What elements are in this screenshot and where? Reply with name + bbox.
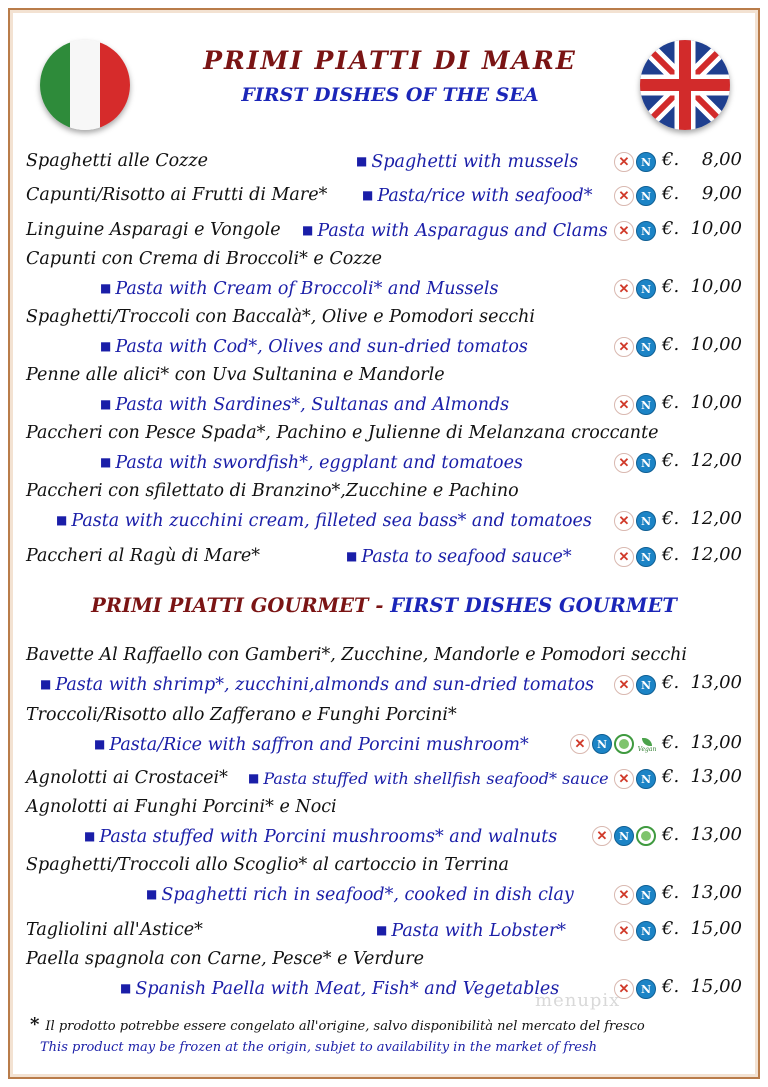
page-title: PRIMI PIATTI DI MARE bbox=[203, 46, 577, 75]
item-price: €. 13,00 bbox=[662, 672, 742, 693]
no-lactose-icon: ✕ bbox=[614, 885, 634, 905]
item-name-en: ■ Pasta with Sardines*, Sultanas and Almonds bbox=[100, 395, 510, 415]
page-subtitle: FIRST DISHES OF THE SEA bbox=[241, 84, 539, 106]
no-lactose-icon: ✕ bbox=[614, 221, 634, 241]
nickel-icon: N bbox=[636, 921, 656, 941]
uk-flag-icon[interactable] bbox=[640, 40, 730, 130]
item-name-it: Paccheri con Pesce Spada*, Pachino e Julienne di Melanzana croccante bbox=[26, 423, 659, 443]
nickel-icon: N bbox=[636, 547, 656, 567]
nickel-icon: N bbox=[636, 337, 656, 357]
item-name-en: ■ Pasta with swordfish*, eggplant and tomatoes bbox=[100, 453, 523, 473]
no-lactose-icon: ✕ bbox=[614, 547, 634, 567]
item-name-it: Penne alle alici* con Uva Sultanina e Mandorle bbox=[26, 365, 445, 385]
item-price: €. 10,00 bbox=[662, 218, 742, 239]
item-name-it: Capunti con Crema di Broccoli* e Cozze bbox=[26, 249, 383, 269]
nickel-icon: N bbox=[614, 826, 634, 846]
item-name-it: Paella spagnola con Carne, Pesce* e Verdure bbox=[26, 949, 424, 969]
nickel-icon: N bbox=[636, 152, 656, 172]
item-name-en: ■ Pasta with Cod*, Olives and sun-dried tomatos bbox=[100, 337, 528, 357]
vegan-icon: Vegan bbox=[636, 734, 658, 754]
allergen-icons bbox=[614, 884, 656, 906]
item-price: €. 13,00 bbox=[662, 824, 742, 845]
allergen-icons bbox=[614, 336, 656, 358]
gluten-free-icon bbox=[636, 826, 656, 846]
item-name-it: Capunti/Risotto ai Frutti di Mare* bbox=[26, 185, 328, 205]
allergen-icons bbox=[592, 825, 656, 847]
section-title: PRIMI PIATTI GOURMET - FIRST DISHES GOURMET bbox=[91, 594, 677, 617]
item-name-it: Tagliolini all'Astice* bbox=[26, 920, 203, 940]
allergen-icons bbox=[614, 220, 656, 242]
item-price: €. 13,00 bbox=[662, 732, 742, 753]
nickel-icon: N bbox=[636, 979, 656, 999]
no-lactose-icon: ✕ bbox=[614, 675, 634, 695]
item-price: €. 10,00 bbox=[662, 276, 742, 297]
item-name-en: ■ Pasta/Rice with saffron and Porcini mushroom* bbox=[94, 735, 529, 755]
item-name-it: Spaghetti/Troccoli con Baccalà*, Olive e Pomodori secchi bbox=[26, 307, 535, 327]
nickel-icon: N bbox=[636, 769, 656, 789]
no-lactose-icon: ✕ bbox=[570, 734, 590, 754]
allergen-icons bbox=[614, 920, 656, 942]
item-name-it: Linguine Asparagi e Vongole bbox=[26, 220, 281, 240]
item-name-it: Agnolotti ai Crostacei* bbox=[26, 768, 228, 788]
no-lactose-icon: ✕ bbox=[614, 921, 634, 941]
nickel-icon: N bbox=[636, 885, 656, 905]
item-price: €. 10,00 bbox=[662, 334, 742, 355]
gluten-free-icon bbox=[614, 734, 634, 754]
item-price: €. 12,00 bbox=[662, 450, 742, 471]
item-price: €. 9,00 bbox=[662, 183, 742, 204]
nickel-icon: N bbox=[636, 395, 656, 415]
allergen-icons bbox=[614, 674, 656, 696]
item-name-en: ■ Pasta with Cream of Broccoli* and Mussels bbox=[100, 279, 499, 299]
item-price: €. 12,00 bbox=[662, 508, 742, 529]
nickel-icon: N bbox=[636, 511, 656, 531]
item-price: €. 15,00 bbox=[662, 976, 742, 997]
no-lactose-icon: ✕ bbox=[614, 453, 634, 473]
item-name-en: ■ Pasta with Lobster* bbox=[376, 921, 567, 941]
allergen-icons bbox=[614, 452, 656, 474]
item-name-en: ■ Spaghetti with mussels bbox=[356, 152, 579, 172]
nickel-icon: N bbox=[636, 675, 656, 695]
item-name-en: ■ Pasta with zucchini cream, filleted sea bass* and tomatoes bbox=[56, 511, 592, 531]
no-lactose-icon: ✕ bbox=[614, 395, 634, 415]
item-name-it: Troccoli/Risotto allo Zafferano e Funghi Porcini* bbox=[26, 705, 457, 725]
no-lactose-icon: ✕ bbox=[614, 186, 634, 206]
allergen-icons bbox=[570, 733, 658, 755]
allergen-icons bbox=[614, 151, 656, 173]
item-name-it: Paccheri con sfilettato di Branzino*,Zucchine e Pachino bbox=[26, 481, 519, 501]
allergen-icons bbox=[614, 278, 656, 300]
footnote-en: This product may be frozen at the origin, subjet to availability in the market of fresh bbox=[40, 1040, 598, 1055]
item-price: €. 13,00 bbox=[662, 766, 742, 787]
allergen-icons bbox=[614, 546, 656, 568]
no-lactose-icon: ✕ bbox=[592, 826, 612, 846]
no-lactose-icon: ✕ bbox=[614, 511, 634, 531]
item-name-it: Spaghetti alle Cozze bbox=[26, 151, 208, 171]
item-name-it: Agnolotti ai Funghi Porcini* e Noci bbox=[26, 797, 337, 817]
item-price: €. 13,00 bbox=[662, 882, 742, 903]
item-price: €. 12,00 bbox=[662, 544, 742, 565]
nickel-icon: N bbox=[636, 453, 656, 473]
footnote-it: * Il prodotto potrebbe essere congelato all'origine, salvo disponibilità nel mercato del fresco bbox=[30, 1014, 645, 1035]
item-name-en: ■ Pasta with shrimp*, zucchini,almonds and sun-dried tomatos bbox=[40, 675, 595, 695]
item-name-en: ■ Pasta/rice with seafood* bbox=[362, 186, 593, 206]
allergen-icons bbox=[614, 394, 656, 416]
no-lactose-icon: ✕ bbox=[614, 152, 634, 172]
item-name-en: ■ Pasta stuffed with Porcini mushrooms* and walnuts bbox=[84, 827, 558, 847]
item-name-en: ■ Spaghetti rich in seafood*, cooked in dish clay bbox=[146, 885, 574, 905]
nickel-icon: N bbox=[592, 734, 612, 754]
item-name-it: Bavette Al Raffaello con Gamberi*, Zucchine, Mandorle e Pomodori secchi bbox=[26, 645, 688, 665]
item-name-en: ■ Spanish Paella with Meat, Fish* and Vegetables bbox=[120, 979, 560, 999]
no-lactose-icon: ✕ bbox=[614, 769, 634, 789]
item-price: €. 10,00 bbox=[662, 392, 742, 413]
no-lactose-icon: ✕ bbox=[614, 279, 634, 299]
watermark: menupix bbox=[535, 990, 621, 1011]
item-name-en: ■ Pasta stuffed with shellfish seafood* sauce bbox=[248, 769, 609, 788]
no-lactose-icon: ✕ bbox=[614, 337, 634, 357]
item-name-it: Paccheri al Ragù di Mare* bbox=[26, 546, 261, 566]
nickel-icon: N bbox=[636, 186, 656, 206]
italian-flag-icon[interactable] bbox=[40, 40, 130, 130]
item-price: €. 15,00 bbox=[662, 918, 742, 939]
allergen-icons bbox=[614, 185, 656, 207]
nickel-icon: N bbox=[636, 221, 656, 241]
item-name-en: ■ Pasta to seafood sauce* bbox=[346, 547, 572, 567]
allergen-icons bbox=[614, 510, 656, 532]
item-name-it: Spaghetti/Troccoli allo Scoglio* al cartoccio in Terrina bbox=[26, 855, 509, 875]
item-price: €. 8,00 bbox=[662, 149, 742, 170]
nickel-icon: N bbox=[636, 279, 656, 299]
no-lactose-icon: ✕ bbox=[614, 979, 634, 999]
item-name-en: ■ Pasta with Asparagus and Clams bbox=[302, 221, 608, 241]
allergen-icons bbox=[614, 768, 656, 790]
